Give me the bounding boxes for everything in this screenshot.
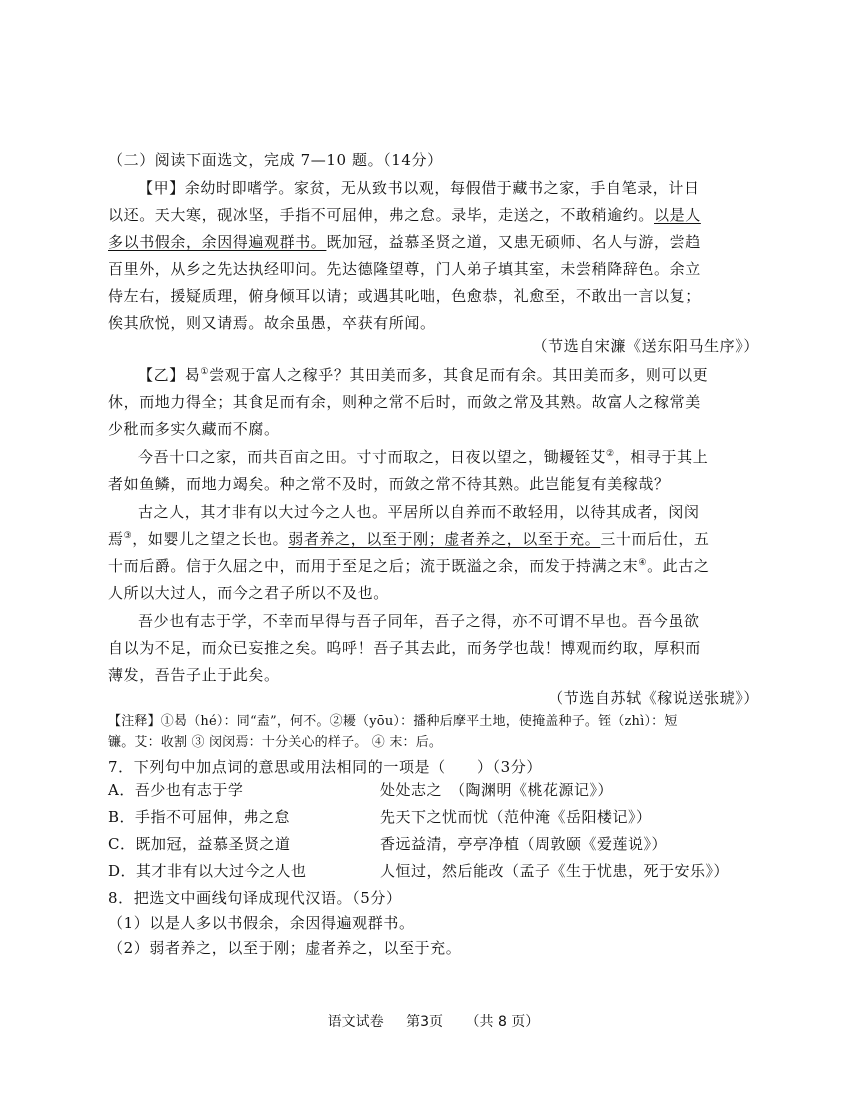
yi-p4-line-3: 薄发，吾告子止于此矣。 bbox=[108, 666, 280, 684]
yi-p3-line-2-a: 焉 bbox=[108, 530, 124, 548]
yi-p4-line-2: 自以为不足，而众已妄推之矣。呜呼！吾子其去此，而务学也哉！博观而约取，厚积而 bbox=[108, 639, 701, 657]
q7-option-c-left: C．既加冠，益慕圣贤之道 bbox=[108, 835, 291, 853]
yi-p3-line-2 bbox=[108, 529, 763, 549]
yi-source: （节选自苏轼《稼说送张琥》） bbox=[548, 689, 759, 707]
q8-item-1: （1）以是人多以书假余，余因得遍观群书。 bbox=[108, 914, 415, 932]
yi-underlined-sentence: 弱者养之，以至于刚；虚者养之，以至于充。 bbox=[288, 530, 601, 548]
notes-line-2: 镰。艾：收割 ③ 闵闵焉：十分关心的样子。 ④ 末：后。 bbox=[108, 735, 443, 750]
note-marker-4: ④ bbox=[638, 558, 648, 568]
section-header: （二）阅读下面选文，完成 7—10 题。（14分） bbox=[108, 151, 443, 169]
q7-option-b-left: B．手指不可屈伸，弗之怠 bbox=[108, 808, 291, 826]
q7-option-d-right: 人恒过，然后能改（孟子《生于忧患，死于安乐》） bbox=[380, 862, 730, 880]
page-footer bbox=[0, 1012, 867, 1032]
yi-p4-line-1: 吾少也有志于学，不幸而早得与吾子同年，吾子之得，亦不可谓不早也。吾今虽欲 bbox=[138, 612, 700, 630]
jia-line-6: 俟其欣悦，则又请焉。故余虽愚，卒获有所闻。 bbox=[108, 314, 436, 332]
q7-option-a-right: 处处志之 （陶渊明《桃花源记》） bbox=[380, 781, 614, 799]
jia-line-2-text: 以还。天大寒，砚冰坚，手指不可屈伸，弗之怠。录毕，走送之，不敢稍逾约。 bbox=[108, 206, 655, 224]
yi-p2-line-1-b: ，相寻于其上 bbox=[614, 448, 709, 466]
note-marker-3: ③ bbox=[123, 531, 133, 541]
yi-p2-line-2: 者如鱼鳞，而地力竭矣。种之常不及时，而敛之常不待其熟。此岂能复有美稼哉？ bbox=[108, 475, 670, 493]
yi-p3-line-3 bbox=[108, 556, 763, 576]
yi-p1-line-1 bbox=[138, 365, 763, 385]
yi-p3-line-1: 古之人，其才非有以大过今之人也。平居所以自养而不敢轻用，以待其成者，闵闵 bbox=[138, 503, 700, 521]
yi-p1-line-1-b: 尝观于富人之稼乎？其田美而多，其食足而有余。其田美而多，则可以更 bbox=[209, 366, 709, 384]
yi-p2-line-1 bbox=[138, 447, 763, 467]
note-marker-1: ① bbox=[200, 367, 210, 377]
yi-p3-line-2-d: 三十而后仕，五 bbox=[600, 530, 710, 548]
q7-option-b-right: 先天下之忧而忧（范仲淹《岳阳楼记》） bbox=[380, 808, 652, 826]
jia-line-5: 侍左右，援疑质理，俯身倾耳以请；或遇其叱咄，色愈恭，礼愈至，不敢出一言以复； bbox=[108, 287, 701, 305]
q8-item-2: （2）弱者养之，以至于刚；虚者养之，以至于充。 bbox=[108, 939, 462, 957]
footer-page-number: 第3页 bbox=[406, 1014, 444, 1030]
footer-subject: 语文试卷 bbox=[327, 1014, 384, 1030]
q7-stem: 7．下列句中加点词的意思或用法相同的一项是（ ）（3分） bbox=[108, 758, 542, 776]
jia-line-2 bbox=[108, 205, 763, 225]
q8-stem: 8．把选文中画线句译成现代汉语。（5分） bbox=[108, 889, 402, 907]
yi-p3-line-3-a: 十而后爵。信于久屈之中，而用于至足之后；流于既溢之余，而发于持满之末 bbox=[108, 557, 639, 575]
yi-p2-line-1-a: 今吾十口之家，而共百亩之田。寸寸而取之，日夜以望之，锄耰铚艾 bbox=[138, 448, 607, 466]
note-marker-2: ② bbox=[606, 449, 615, 459]
q7-option-a-left: A．吾少也有志于学 bbox=[108, 781, 244, 799]
jia-underlined-sentence-part-2: 多以书假余，余因得遍观群书。 bbox=[108, 233, 327, 251]
footer-total-pages: （共 8 页） bbox=[465, 1014, 540, 1030]
jia-line-3-text: 既加冠，益慕圣贤之道，又患无硕师、名人与游，尝趋 bbox=[326, 233, 701, 251]
jia-underlined-sentence-part-1: 以是人 bbox=[654, 206, 701, 224]
jia-line-4: 百里外，从乡之先达执经叩问。先达德隆望尊，门人弟子填其室，未尝稍降辞色。余立 bbox=[108, 260, 701, 278]
jia-line-1: 【甲】余幼时即嗜学。家贫，无从致书以观，每假借于藏书之家，手自笔录，计日 bbox=[138, 179, 700, 197]
notes-line-1: 【注释】①曷（hé）：同“盍”，何不。②耰（yōu）：播种后摩平土地，使掩盖种子。铚（zhì）：短 bbox=[108, 714, 678, 729]
jia-line-3 bbox=[108, 232, 763, 252]
yi-p3-line-3-b: 。此古之 bbox=[647, 557, 710, 575]
yi-p3-line-4: 人所以大过人，而今之君子所以不及也。 bbox=[108, 584, 389, 602]
yi-p1-line-1-a: 【乙】曷 bbox=[138, 366, 201, 384]
yi-p3-line-2-b: ，如婴儿之望之长也。 bbox=[132, 530, 289, 548]
q7-option-c-right: 香远益清，亭亭净植（周敦颐《爱莲说》） bbox=[380, 835, 668, 853]
q7-option-d-left: D．其才非有以大过今之人也 bbox=[108, 862, 307, 880]
yi-p1-line-3: 少秕而多实久藏而不腐。 bbox=[108, 420, 280, 438]
yi-p1-line-2: 休，而地力得全；其食足而有余，则种之常不后时，而敛之常及其熟。故富人之稼常美 bbox=[108, 393, 701, 411]
jia-source: （节选自宋濂《送东阳马生序》） bbox=[532, 337, 759, 355]
